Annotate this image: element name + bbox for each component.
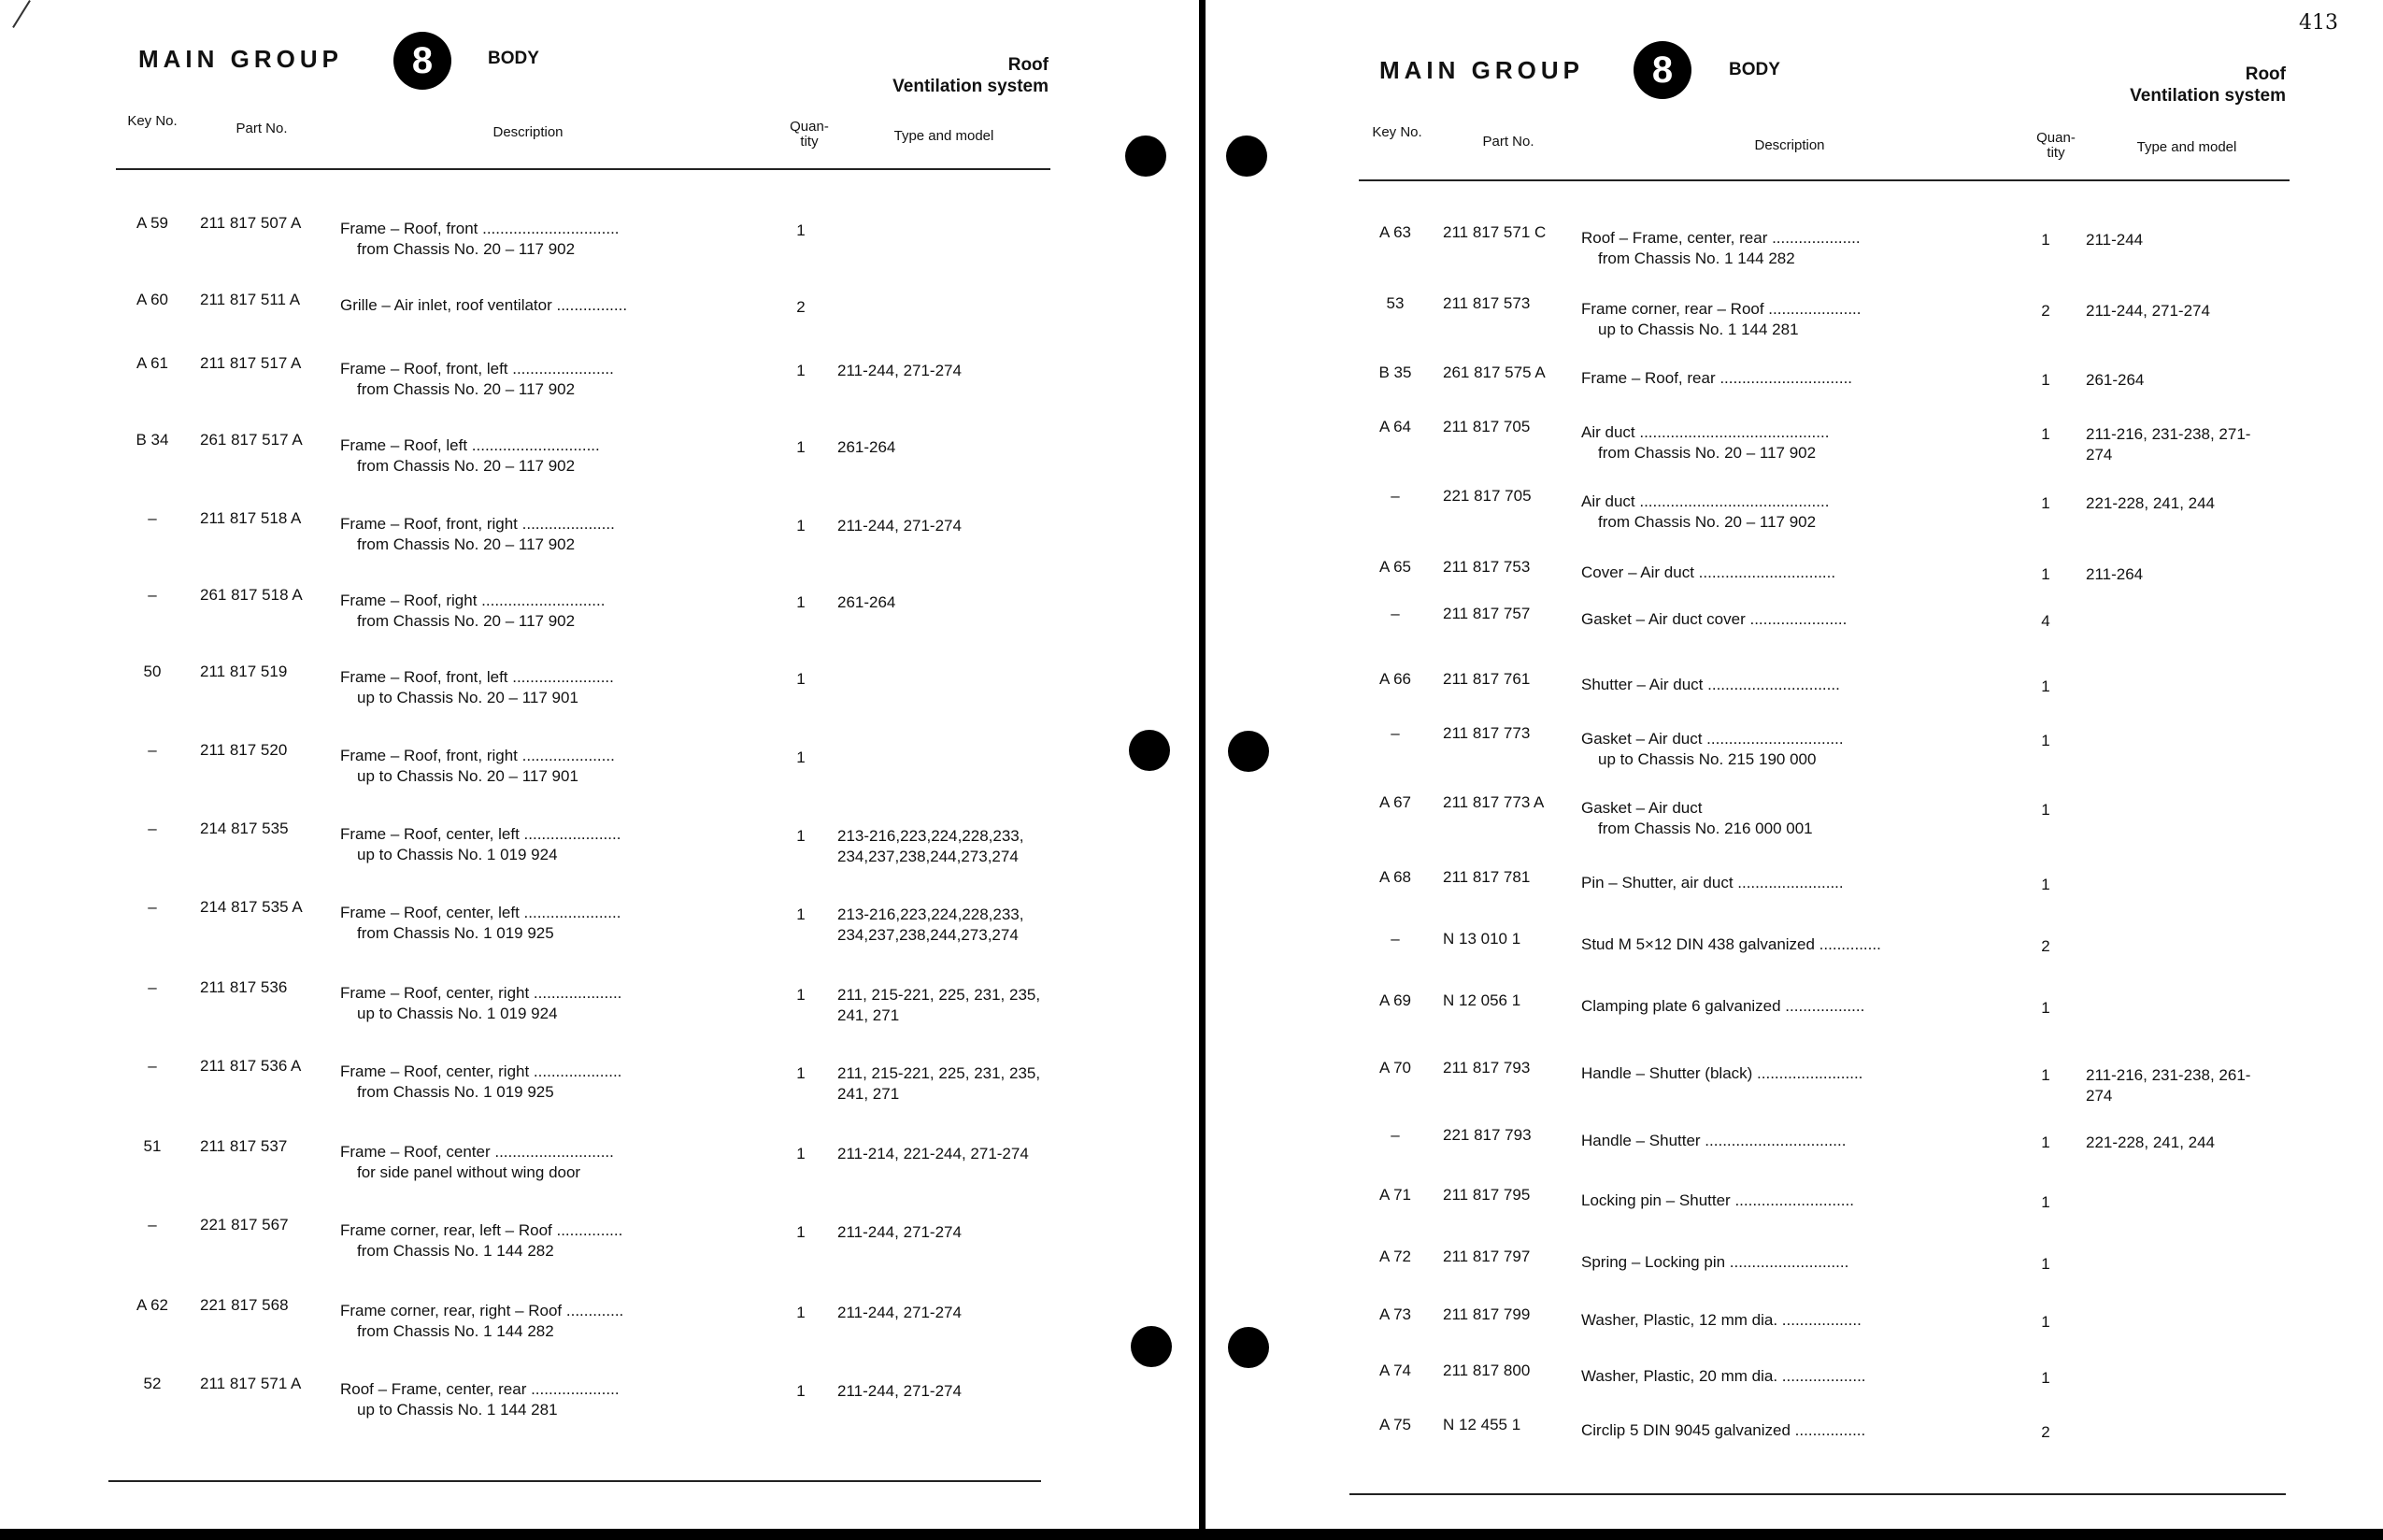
part-number: 211 817 520 (200, 741, 288, 759)
description-text: Roof – Frame, center, rear .................... (340, 1380, 620, 1398)
part-number: 214 817 535 A (200, 898, 303, 916)
part-number: 211 817 536 A (200, 1057, 302, 1075)
key-number: A 74 (1378, 1362, 1412, 1379)
description-text: Frame – Roof, center, right .................... (340, 984, 622, 1002)
quantity: 1 (796, 986, 806, 1004)
part-number: 211 817 517 A (200, 354, 302, 372)
group-number-badge: 8 (1634, 41, 1691, 99)
type-model: 261-264 (2086, 371, 2145, 389)
description-text: Frame – Roof, center ........................... (340, 1143, 614, 1161)
description-text: Grille – Air inlet, roof ventilator ................ (340, 296, 628, 314)
key-number: A 61 (136, 354, 169, 372)
footer-rule (108, 1480, 1041, 1482)
part-number: 211 817 519 (200, 663, 288, 680)
punch-hole (1228, 1327, 1269, 1368)
title-line-1: Roof (1007, 55, 1049, 75)
part-number: 211 817 757 (1443, 605, 1531, 622)
table-row (1206, 792, 2364, 839)
description-text: Handle – Shutter ................................ (1581, 1132, 1847, 1149)
description-text: Clamping plate 6 galvanized .................. (1581, 997, 1865, 1015)
quantity: 1 (796, 362, 806, 379)
table-row (0, 1136, 1159, 1183)
description-text: Gasket – Air duct (1581, 799, 1703, 817)
punch-hole (1228, 731, 1269, 772)
key-number: – (1391, 930, 1400, 948)
table-row (1206, 604, 2364, 650)
part-number: N 12 056 1 (1443, 991, 1521, 1009)
part-description (1581, 228, 2004, 269)
quantity: 1 (2041, 1255, 2050, 1273)
key-number: A 72 (1378, 1248, 1412, 1265)
table-row (1206, 1415, 2364, 1462)
description-note: from Chassis No. 20 – 117 902 (357, 380, 576, 398)
table-row (1206, 293, 2364, 340)
part-description (1581, 729, 2004, 770)
punch-hole (1131, 1326, 1172, 1367)
description-text: Air duct ........................................... (1581, 492, 1830, 510)
part-description (1581, 492, 2004, 533)
quantity: 1 (796, 749, 806, 766)
part-description (340, 1220, 763, 1262)
table-row (0, 585, 1159, 632)
key-number: – (1391, 1126, 1400, 1144)
key-number: – (1391, 724, 1400, 742)
part-description (340, 824, 763, 865)
quantity: 1 (2041, 732, 2050, 749)
type-model: 211-244, 271-274 (837, 1382, 962, 1400)
key-number: – (1391, 605, 1400, 622)
header-rule (116, 168, 1050, 170)
description-text: Frame corner, rear, left – Roof ............... (340, 1221, 623, 1239)
part-number: 261 817 517 A (200, 431, 303, 449)
type-model: 211-214, 221-244, 271-274 (837, 1145, 1029, 1162)
table-row (1206, 991, 2364, 1037)
quantity: 1 (796, 1145, 806, 1162)
main-group-label: MAIN GROUP (1379, 56, 1584, 84)
description-text: Frame – Roof, center, left ...................... (340, 904, 621, 921)
table-row (0, 1374, 1159, 1420)
description-note: from Chassis No. 1 144 282 (357, 1322, 554, 1340)
type-model: 261-264 (837, 593, 896, 611)
quantity: 1 (2041, 999, 2050, 1017)
description-text: Gasket – Air duct ............................... (1581, 730, 1844, 748)
part-number: 211 817 773 (1443, 724, 1531, 742)
description-note: from Chassis No. 20 – 117 902 (357, 457, 576, 475)
title-line-2: Ventilation system (2130, 86, 2286, 106)
description-note: up to Chassis No. 20 – 117 901 (357, 767, 578, 785)
description-note: up to Chassis No. 20 – 117 901 (357, 689, 578, 706)
description-text: Frame – Roof, right ............................ (340, 592, 606, 609)
part-description (340, 1301, 763, 1342)
col-header-description: Description (492, 124, 564, 140)
key-number: A 63 (1378, 223, 1412, 241)
table-row (0, 353, 1159, 400)
section-body-label: BODY (488, 49, 539, 68)
key-number: – (1391, 487, 1400, 505)
quantity: 2 (2041, 937, 2050, 955)
part-description (340, 903, 763, 944)
quantity: 1 (796, 1064, 806, 1082)
key-number: A 75 (1378, 1416, 1412, 1433)
part-description (1581, 675, 2004, 695)
type-model: 221-228, 241, 244 (2086, 1134, 2216, 1151)
part-description (340, 435, 763, 477)
table-row (1206, 1247, 2364, 1293)
part-description (1581, 798, 2004, 839)
part-number: 221 817 568 (200, 1296, 289, 1314)
key-number: A 64 (1378, 418, 1412, 435)
part-number: 211 817 571 A (200, 1375, 302, 1392)
type-model: 213-216,223,224,228,233, 234,237,238,244,273,274 (837, 827, 1024, 865)
key-number: – (148, 898, 157, 916)
part-description (1581, 563, 2004, 583)
type-model: 211-244 (2086, 231, 2144, 249)
table-row (1206, 222, 2364, 269)
part-description (1581, 1310, 2004, 1331)
table-row (0, 290, 1159, 336)
key-number: 52 (143, 1375, 162, 1392)
table-row (0, 740, 1159, 787)
part-description (1581, 299, 2004, 340)
description-text: Frame – Roof, front ............................... (340, 220, 620, 237)
type-model: 211-244, 271-274 (837, 517, 962, 535)
key-number: B 35 (1378, 364, 1412, 381)
part-description (1581, 934, 2004, 955)
description-note: up to Chassis No. 1 019 924 (357, 1005, 558, 1022)
key-number: – (148, 1057, 157, 1075)
table-row (1206, 1185, 2364, 1232)
part-description (340, 591, 763, 632)
part-description (340, 983, 763, 1024)
description-note: from Chassis No. 20 – 117 902 (357, 240, 576, 258)
description-text: Frame corner, rear – Roof ..................... (1581, 300, 1862, 318)
quantity: 1 (2041, 1369, 2050, 1387)
description-text: Roof – Frame, center, rear .................... (1581, 229, 1861, 247)
pen-mark (12, 0, 31, 28)
right-page (1206, 0, 2383, 1529)
quantity: 1 (796, 670, 806, 688)
part-number: 211 817 773 A (1443, 793, 1545, 811)
table-row (0, 1056, 1159, 1103)
punch-hole (1125, 135, 1166, 177)
part-description (1581, 1420, 2004, 1441)
description-text: Washer, Plastic, 12 mm dia. .................. (1581, 1311, 1862, 1329)
quantity: 1 (2041, 371, 2050, 389)
quantity: 1 (2041, 876, 2050, 893)
type-model: 211-244, 271-274 (837, 1223, 962, 1241)
table-row (1206, 669, 2364, 716)
table-row (0, 430, 1159, 477)
part-number: N 13 010 1 (1443, 930, 1521, 948)
key-number: A 59 (136, 214, 169, 232)
quantity: 1 (796, 1304, 806, 1321)
part-description (1581, 1366, 2004, 1387)
part-description (1581, 422, 2004, 463)
part-description (340, 1142, 763, 1183)
quantity: 1 (2041, 1313, 2050, 1331)
part-number: 211 817 573 (1443, 294, 1531, 312)
part-number: 261 817 518 A (200, 586, 303, 604)
key-number: A 70 (1378, 1059, 1412, 1077)
description-note: up to Chassis No. 1 144 281 (1598, 321, 1799, 338)
description-text: Handle – Shutter (black) ........................ (1581, 1064, 1863, 1082)
key-number: B 34 (136, 431, 169, 449)
section-body-label: BODY (1729, 60, 1780, 79)
description-note: from Chassis No. 1 144 282 (1598, 250, 1795, 267)
description-text: Frame – Roof, front, right ..................... (340, 747, 615, 764)
quantity: 1 (2041, 494, 2050, 512)
quantity: 1 (2041, 677, 2050, 695)
description-note: from Chassis No. 1 144 282 (357, 1242, 554, 1260)
description-text: Frame – Roof, front, left ....................... (340, 668, 614, 686)
key-number: A 69 (1378, 991, 1412, 1009)
table-row (1206, 1125, 2364, 1172)
quantity: 1 (796, 1382, 806, 1400)
quantity: 2 (796, 298, 806, 316)
type-model: 211-216, 231-238, 261-274 (2086, 1066, 2251, 1105)
quantity: 1 (2041, 1134, 2050, 1151)
part-number: 211 817 507 A (200, 214, 302, 232)
description-note: from Chassis No. 20 – 117 902 (357, 612, 576, 630)
col-header-quantity: Quan- tity (790, 119, 829, 150)
description-text: Frame – Roof, front, left ....................... (340, 360, 614, 378)
part-number: 211 817 793 (1443, 1059, 1531, 1077)
key-number: A 67 (1378, 793, 1412, 811)
part-description (1581, 996, 2004, 1017)
table-row (0, 1295, 1159, 1342)
description-text: Pin – Shutter, air duct ........................ (1581, 874, 1844, 891)
table-row (0, 819, 1159, 865)
quantity: 1 (796, 905, 806, 923)
description-text: Cover – Air duct ............................... (1581, 563, 1836, 581)
part-number: 211 817 797 (1443, 1248, 1531, 1265)
part-description (340, 219, 763, 260)
quantity: 1 (2041, 425, 2050, 443)
type-model: 211-216, 231-238, 271-274 (2086, 425, 2251, 463)
col-header-part: Part No. (1482, 134, 1534, 150)
quantity: 1 (2041, 231, 2050, 249)
description-note: from Chassis No. 20 – 117 902 (1598, 444, 1817, 462)
part-number: 211 817 571 C (1443, 223, 1547, 241)
title-line-2: Ventilation system (892, 77, 1049, 96)
table-row (1206, 363, 2364, 409)
description-text: Frame – Roof, center, right .................... (340, 1062, 622, 1080)
type-model: 211-244, 271-274 (837, 1304, 962, 1321)
part-number: 211 817 518 A (200, 509, 302, 527)
quantity: 1 (2041, 801, 2050, 819)
handwritten-page-number: 413 (2299, 11, 2338, 35)
description-text: Circlip 5 DIN 9045 galvanized ................ (1581, 1421, 1866, 1439)
part-description (1581, 1131, 2004, 1151)
table-row (1206, 723, 2364, 770)
table-row (1206, 417, 2364, 463)
description-text: Frame corner, rear, right – Roof ............. (340, 1302, 624, 1319)
key-number: A 60 (136, 291, 169, 308)
table-row (1206, 1361, 2364, 1407)
col-header-key: Key No. (1372, 124, 1422, 140)
key-number: – (148, 978, 157, 996)
part-description (1581, 1252, 2004, 1273)
part-number: 221 817 705 (1443, 487, 1532, 505)
description-text: Frame – Roof, rear .............................. (1581, 369, 1853, 387)
table-row (1206, 867, 2364, 914)
key-number: A 68 (1378, 868, 1412, 886)
part-description (340, 1062, 763, 1103)
table-row (0, 977, 1159, 1024)
punch-hole (1129, 730, 1170, 771)
part-number: 211 817 799 (1443, 1305, 1531, 1323)
description-text: Frame – Roof, front, right ..................... (340, 515, 615, 533)
type-model: 221-228, 241, 244 (2086, 494, 2216, 512)
part-number: N 12 455 1 (1443, 1416, 1521, 1433)
part-number: 214 817 535 (200, 820, 289, 837)
key-number: A 66 (1378, 670, 1412, 688)
table-row (1206, 1058, 2364, 1105)
main-group-label: MAIN GROUP (138, 45, 343, 73)
quantity: 2 (2041, 1423, 2050, 1441)
group-number-badge: 8 (393, 32, 451, 90)
col-header-type: Type and model (893, 128, 994, 144)
part-number: 211 817 536 (200, 978, 288, 996)
type-model: 211-264 (2086, 565, 2144, 583)
quantity: 1 (2041, 1193, 2050, 1211)
description-note: up to Chassis No. 1 144 281 (357, 1401, 558, 1419)
description-text: Frame – Roof, center, left ...................... (340, 825, 621, 843)
col-header-description: Description (1754, 137, 1825, 153)
table-row (1206, 557, 2364, 604)
quantity: 4 (2041, 612, 2050, 630)
table-row (0, 897, 1159, 944)
key-number: A 62 (136, 1296, 169, 1314)
punch-hole (1226, 135, 1267, 177)
key-number: A 71 (1378, 1186, 1412, 1204)
part-description (340, 746, 763, 787)
table-row (0, 1215, 1159, 1262)
table-row (1206, 929, 2364, 976)
quantity: 1 (796, 593, 806, 611)
table-row (1206, 486, 2364, 533)
quantity: 1 (796, 1223, 806, 1241)
part-description (1581, 1063, 2004, 1084)
quantity: 2 (2041, 302, 2050, 320)
quantity: 1 (796, 221, 806, 239)
col-header-type: Type and model (2136, 139, 2237, 155)
key-number: A 65 (1378, 558, 1412, 576)
description-note: from Chassis No. 20 – 117 902 (357, 535, 576, 553)
part-number: 211 817 705 (1443, 418, 1531, 435)
part-description (1581, 368, 2004, 389)
part-description (340, 1379, 763, 1420)
part-number: 211 817 511 A (200, 291, 301, 308)
key-number: 50 (143, 663, 162, 680)
part-number: 221 817 793 (1443, 1126, 1532, 1144)
key-number: – (148, 509, 157, 527)
header-rule (1359, 179, 2290, 181)
page-title (794, 54, 1049, 97)
description-text: Frame – Roof, left ............................. (340, 436, 600, 454)
type-model: 211-244, 271-274 (2086, 302, 2210, 320)
left-page (0, 0, 1199, 1529)
part-description (1581, 1191, 2004, 1211)
footer-rule (1349, 1493, 2286, 1495)
description-note: from Chassis No. 20 – 117 902 (1598, 513, 1817, 531)
description-text: Washer, Plastic, 20 mm dia. ................... (1581, 1367, 1866, 1385)
part-description (340, 359, 763, 400)
type-model: 261-264 (837, 438, 896, 456)
description-text: Air duct ........................................... (1581, 423, 1830, 441)
description-note: from Chassis No. 1 019 925 (357, 1083, 554, 1101)
part-number: 211 817 800 (1443, 1362, 1531, 1379)
key-number: 51 (143, 1137, 162, 1155)
description-text: Locking pin – Shutter ........................... (1581, 1191, 1854, 1209)
table-row (0, 662, 1159, 708)
description-note: up to Chassis No. 1 019 924 (357, 846, 558, 863)
key-number: – (148, 586, 157, 604)
key-number: – (148, 820, 157, 837)
table-row (0, 213, 1159, 260)
description-text: Gasket – Air duct cover ...................... (1581, 610, 1848, 628)
description-note: from Chassis No. 1 019 925 (357, 924, 554, 942)
quantity: 1 (796, 517, 806, 535)
part-number: 221 817 567 (200, 1216, 289, 1233)
key-number: – (148, 1216, 157, 1233)
description-note: for side panel without wing door (357, 1163, 581, 1181)
part-number: 211 817 537 (200, 1137, 288, 1155)
description-note: from Chassis No. 216 000 001 (1598, 820, 1813, 837)
description-text: Shutter – Air duct .............................. (1581, 676, 1840, 693)
type-model: 211, 215-221, 225, 231, 235, 241, 271 (837, 986, 1041, 1024)
type-model: 211, 215-221, 225, 231, 235, 241, 271 (837, 1064, 1041, 1103)
part-number: 261 817 575 A (1443, 364, 1546, 381)
part-description (1581, 609, 2004, 630)
key-number: A 73 (1378, 1305, 1412, 1323)
key-number: 53 (1386, 294, 1405, 312)
part-description (340, 667, 763, 708)
quantity: 1 (2041, 565, 2050, 583)
key-number: – (148, 741, 157, 759)
part-number: 211 817 761 (1443, 670, 1531, 688)
description-note: up to Chassis No. 215 190 000 (1598, 750, 1817, 768)
col-header-quantity: Quan- tity (2036, 130, 2076, 161)
page-title (2028, 64, 2286, 107)
table-row (0, 508, 1159, 555)
description-text: Stud M 5×12 DIN 438 galvanized .............. (1581, 935, 1881, 953)
quantity: 1 (796, 827, 806, 845)
part-number: 211 817 781 (1443, 868, 1531, 886)
title-line-1: Roof (2245, 64, 2286, 84)
part-number: 211 817 795 (1443, 1186, 1531, 1204)
quantity: 1 (2041, 1066, 2050, 1084)
part-description (340, 295, 763, 316)
part-description (340, 514, 763, 555)
description-text: Spring – Locking pin ........................... (1581, 1253, 1849, 1271)
part-description (1581, 873, 2004, 893)
type-model: 211-244, 271-274 (837, 362, 962, 379)
col-header-key: Key No. (127, 113, 178, 129)
quantity: 1 (796, 438, 806, 456)
table-row (1206, 1305, 2364, 1351)
type-model: 213-216,223,224,228,233, 234,237,238,244,273,274 (837, 905, 1024, 944)
col-header-part: Part No. (235, 121, 288, 136)
part-number: 211 817 753 (1443, 558, 1531, 576)
